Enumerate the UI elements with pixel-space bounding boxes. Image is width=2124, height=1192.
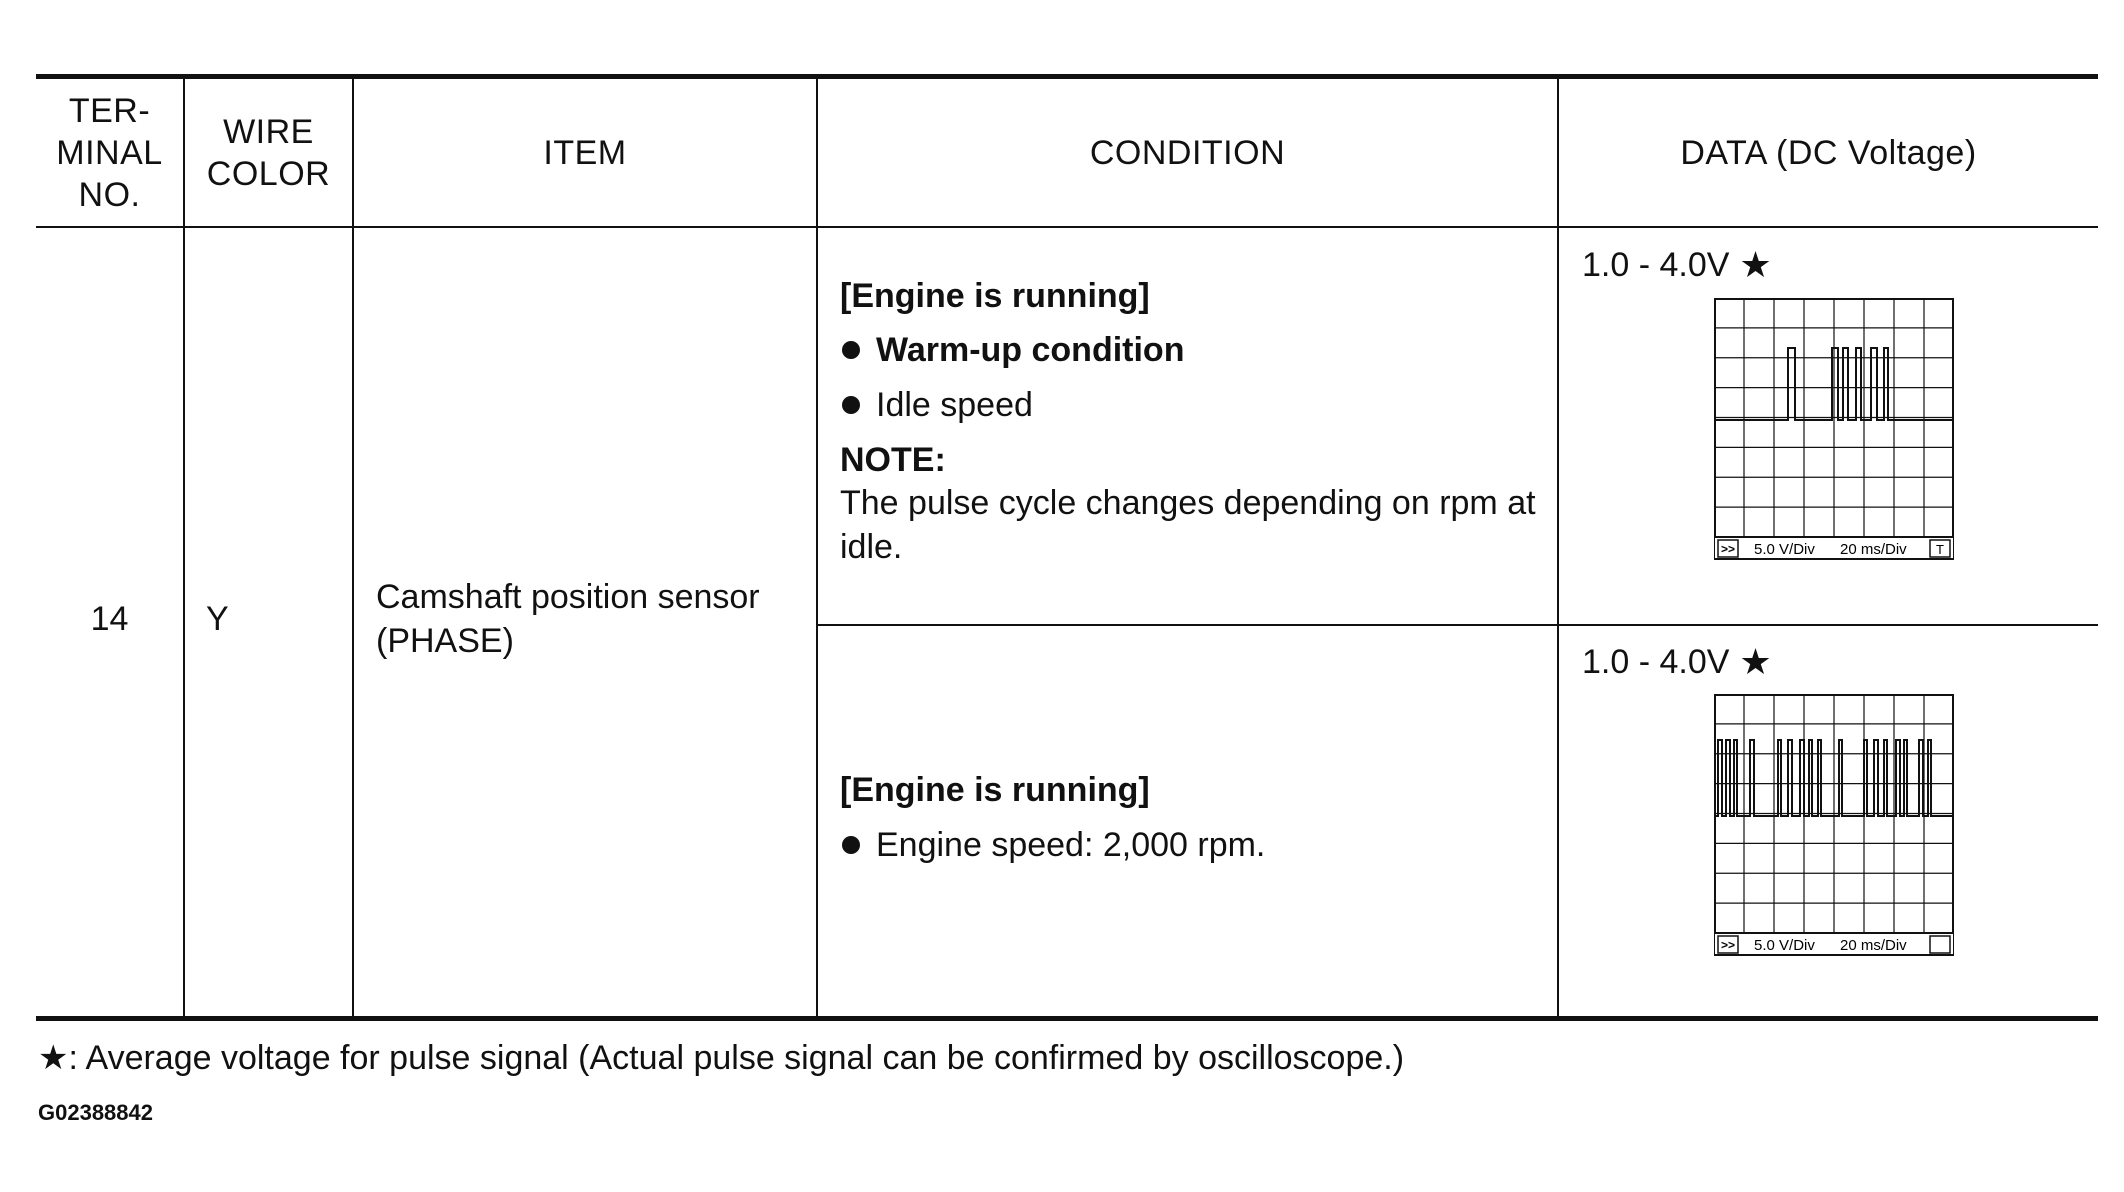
scope-trigger-mark: T [1936,542,1944,557]
bullet-text: Engine speed: 2,000 rpm. [876,825,1266,864]
bullet-text: Warm-up condition [876,330,1185,369]
condition-1-title: [Engine is running] [840,277,1150,315]
footnote-text: : Average voltage for pulse signal (Actual pulse signal can be confirmed by oscilloscope.) [68,1039,1405,1077]
voltage-text: 1.0 - 4.0V [1582,245,1730,284]
header-terminal-no: TER- MINAL NO. [56,91,163,214]
scope-volts-per-div: 5.0 V/Div [1754,937,1815,954]
item-name: Camshaft position sensor (PHASE) [376,578,760,660]
scope-time-per-div: 20 ms/Div [1840,541,1907,558]
header-data: DATA (DC Voltage) [1680,133,1977,172]
data-2-voltage [1582,640,1772,684]
voltage-text: 1.0 - 4.0V [1582,642,1730,681]
bullet-dot [842,836,860,854]
header-condition: CONDITION [1089,133,1286,172]
condition-2-title: [Engine is running] [840,771,1150,809]
condition-2-bullet-1 [842,823,1265,867]
table-bottom-rule [36,1016,2098,1021]
condition-1-note-text: The pulse cycle changes depending on rpm at idle. [840,484,1536,566]
scope-volts-per-div: 5.0 V/Div [1754,541,1815,558]
scope-left-mark: >> [1720,938,1736,952]
star-icon: ★ [1739,641,1772,682]
row-divider-rule [818,624,2098,626]
figure-code: G02388842 [38,1100,153,1125]
bullet-text: Idle speed [876,385,1033,424]
condition-1-bullet-2 [842,383,1033,427]
header-bottom-rule [36,226,2098,228]
footnote [38,1038,1404,1078]
wire-color-value: Y [206,600,229,638]
condition-1-note-label: NOTE: [840,441,946,479]
scope-left-mark: >> [1720,542,1736,556]
header-wire-color: WIRE COLOR [206,112,331,193]
star-icon: ★ [38,1039,69,1077]
oscilloscope-waveform-2 [1714,694,1954,956]
bullet-dot [842,396,860,414]
header-item: ITEM [543,133,627,172]
condition-1-bullet-1 [842,328,1184,372]
scope-time-per-div: 20 ms/Div [1840,937,1907,954]
terminal-number: 14 [90,600,129,638]
star-icon: ★ [1739,244,1772,285]
bullet-dot [842,341,860,359]
oscilloscope-waveform-1 [1714,298,1954,560]
data-1-voltage [1582,243,1772,287]
